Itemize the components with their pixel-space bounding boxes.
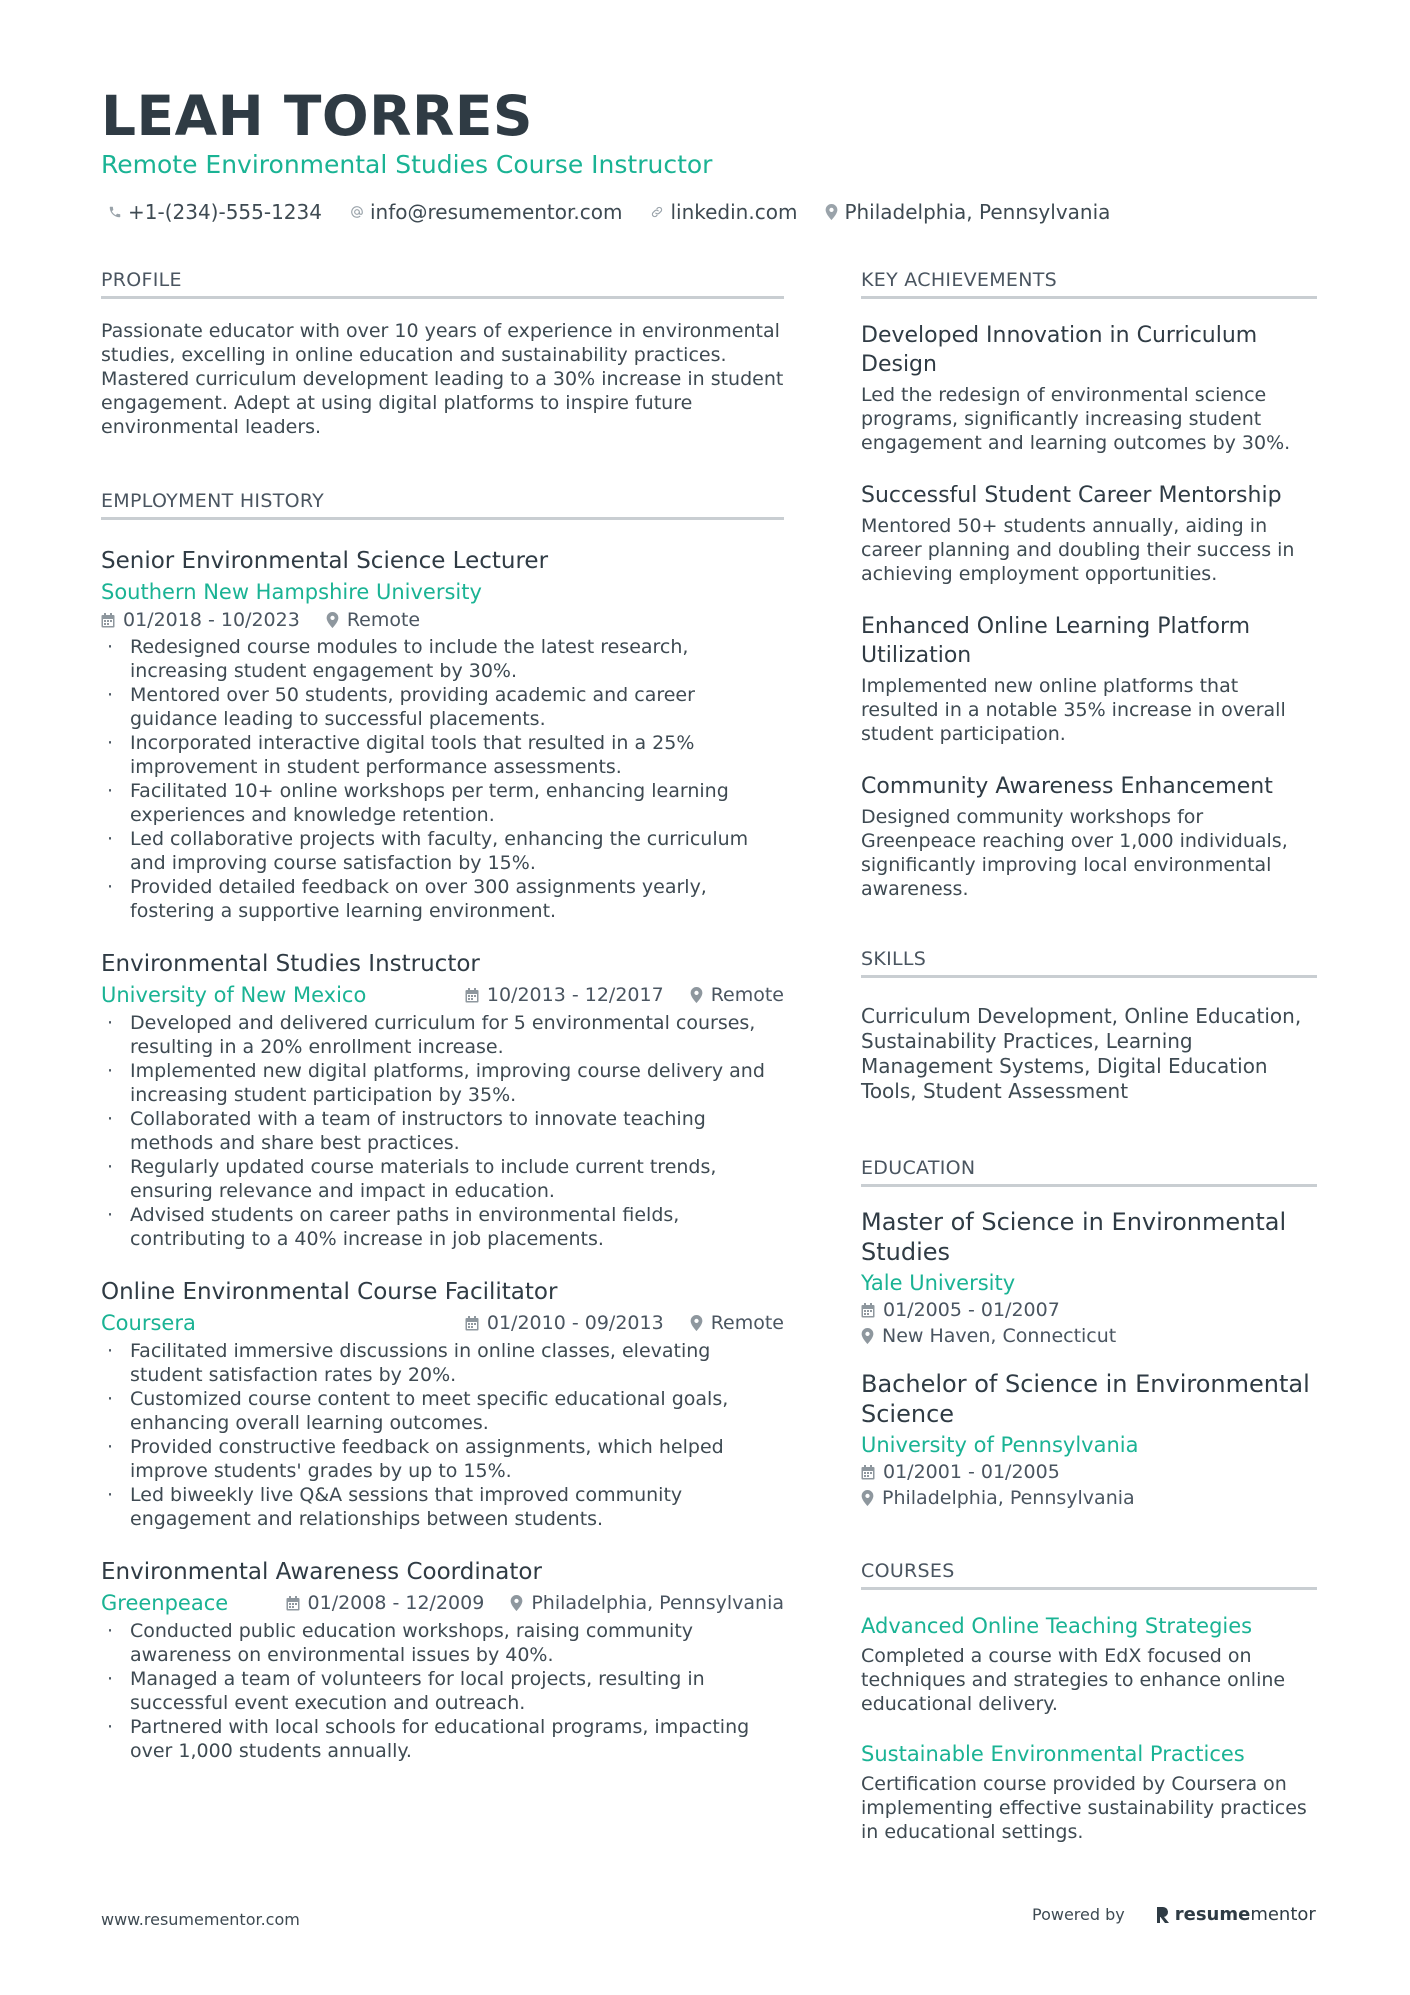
list-item: · Incorporated interactive digital tools that resulted in a 25% improvement in student performance assessments.	[101, 731, 784, 779]
at-icon	[350, 205, 364, 219]
achievement-title: Developed Innovation in Curriculum Design	[861, 323, 1258, 377]
job-entry-company: University of New Mexico	[101, 983, 367, 1007]
job-location-text: Remote	[710, 984, 784, 1006]
job-location	[510, 1590, 784, 1616]
course-text: Certification course provided by Coursera on implementing effective sustainability practices in educational settings.	[861, 1773, 1307, 1843]
achievement-text: Designed community workshops for Greenpeace reaching over 1,000 individuals, significantly improving local environmental awareness.	[861, 806, 1288, 900]
achievement-item	[861, 772, 1317, 901]
profile-heading: PROFILE	[101, 268, 784, 299]
job-entry	[101, 949, 784, 1251]
job-entry-meta	[465, 1310, 784, 1336]
linkedin-text: linkedin.com	[670, 200, 798, 224]
job-entry-subrow	[101, 1589, 784, 1617]
job-dates	[465, 1310, 664, 1336]
job-dates	[286, 1590, 485, 1616]
education-location-text: Philadelphia, Pennsylvania	[882, 1487, 1135, 1509]
achievement-title: Enhanced Online Learning Platform Utilization	[861, 614, 1251, 668]
education-school: University of Pennsylvania	[861, 1433, 1139, 1457]
list-item: · Provided constructive feedback on assignments, which helped improve students' grades by up to 15%.	[101, 1435, 784, 1483]
job-dates-text: 01/2008 - 12/2009	[307, 1592, 485, 1614]
location-pin-icon	[326, 612, 339, 628]
link-icon	[650, 205, 664, 219]
job-entry-subrow	[101, 1309, 784, 1337]
job-location-text: Remote	[346, 609, 421, 631]
list-item: · Customized course content to meet specific educational goals, enhancing overall learning outcomes.	[101, 1387, 784, 1435]
achievement-title: Community Awareness Enhancement	[861, 774, 1273, 799]
job-entry	[101, 546, 784, 923]
job-dates	[101, 607, 300, 633]
calendar-icon	[286, 1596, 300, 1611]
list-item: · Facilitated 10+ online workshops per term, enhancing learning experiences and knowledge retention.	[101, 779, 784, 827]
right-column	[861, 268, 1317, 1844]
job-entry-company: Coursera	[101, 1311, 196, 1335]
course-item	[861, 1740, 1317, 1844]
job-location	[690, 982, 784, 1008]
job-entry	[101, 1557, 784, 1763]
list-item: · Redesigned course modules to include the latest research, increasing student engagement by 30%.	[101, 635, 784, 683]
location-pin-icon	[510, 1595, 523, 1611]
job-entry-title: Environmental Studies Instructor	[101, 951, 480, 977]
resumementor-logo[interactable]	[1155, 1904, 1316, 1925]
course-item	[861, 1612, 1317, 1716]
phone-icon	[108, 205, 122, 219]
job-entry-title: Senior Environmental Science Lecturer	[101, 548, 549, 574]
achievement-item	[861, 481, 1317, 586]
education-item	[861, 1207, 1317, 1349]
calendar-icon	[861, 1303, 875, 1318]
job-bullets	[101, 635, 784, 923]
list-item: · Collaborated with a team of instructors to innovate teaching methods and share best practices.	[101, 1107, 784, 1155]
calendar-icon	[101, 613, 115, 628]
job-entry-subrow	[101, 981, 784, 1009]
achievements-heading: KEY ACHIEVEMENTS	[861, 268, 1317, 299]
location-pin-icon	[861, 1328, 874, 1344]
job-bullets	[101, 1339, 784, 1531]
job-title: Remote Environmental Studies Course Instructor	[101, 150, 713, 179]
course-text: Completed a course with EdX focused on techniques and strategies to enhance online educational delivery.	[861, 1645, 1286, 1715]
job-location	[690, 1310, 784, 1336]
education-location	[861, 1485, 1317, 1511]
education-dates-text: 01/2001 - 01/2005	[883, 1461, 1060, 1483]
job-dates-text: 01/2018 - 10/2023	[123, 609, 300, 631]
list-item: · Advised students on career paths in environmental fields, contributing to a 40% increase in job placements.	[101, 1203, 784, 1251]
contact-bar	[108, 199, 1138, 225]
job-entry	[101, 1277, 784, 1531]
education-dates	[861, 1459, 1317, 1485]
resumementor-logo-icon	[1155, 1905, 1171, 1925]
contact-linkedin	[650, 199, 797, 225]
phone-text: +1-(234)-555-1234	[128, 200, 322, 224]
education-dates-text: 01/2005 - 01/2007	[883, 1299, 1060, 1321]
contact-email	[350, 199, 622, 225]
job-dates	[465, 982, 664, 1008]
location-pin-icon	[690, 987, 703, 1003]
job-entry-company: Southern New Hampshire University	[101, 580, 482, 604]
job-entry-title: Environmental Awareness Coordinator	[101, 1559, 542, 1585]
location-pin-icon	[825, 204, 838, 220]
job-dates-text: 10/2013 - 12/2017	[486, 984, 664, 1006]
list-item: · Led biweekly live Q&A sessions that improved community engagement and relationships between students.	[101, 1483, 784, 1531]
calendar-icon	[861, 1465, 875, 1480]
list-item: · Led collaborative projects with faculty, enhancing the curriculum and improving course satisfaction by 15%.	[101, 827, 784, 875]
list-item: · Managed a team of volunteers for local projects, resulting in successful event execution and outreach.	[101, 1667, 784, 1715]
skills-heading: SKILLS	[861, 947, 1317, 978]
job-entry-company: Greenpeace	[101, 1591, 229, 1615]
list-item: · Developed and delivered curriculum for 5 environmental courses, resulting in a 20% enrollment increase.	[101, 1011, 784, 1059]
job-bullets	[101, 1011, 784, 1251]
course-title: Advanced Online Teaching Strategies	[861, 1614, 1253, 1638]
education-location-text: New Haven, Connecticut	[882, 1325, 1117, 1347]
email-text: info@resumementor.com	[369, 200, 623, 224]
location-pin-icon	[861, 1490, 874, 1506]
list-item: · Implemented new digital platforms, improving course delivery and increasing student participation by 35%.	[101, 1059, 784, 1107]
job-location	[326, 607, 420, 633]
contact-phone	[108, 199, 322, 225]
calendar-icon	[465, 1316, 479, 1331]
candidate-name: LEAH TORRES	[101, 84, 534, 148]
achievement-item	[861, 321, 1317, 455]
location-text: Philadelphia, Pennsylvania	[844, 200, 1111, 224]
achievement-item	[861, 612, 1317, 746]
list-item: · Mentored over 50 students, providing academic and career guidance leading to successful placements.	[101, 683, 784, 731]
education-dates	[861, 1297, 1317, 1323]
job-location-text: Remote	[710, 1312, 784, 1334]
education-location	[861, 1323, 1317, 1349]
powered-by-label: Powered by	[1032, 1905, 1125, 1924]
profile-text: Passionate educator with over 10 years of experience in environmental studies, excelling in online education and sustainability practices. Mastered curriculum development leading to a 30% increase in student engagement. Adept at using digital platforms to inspire future environmental leaders.	[101, 320, 784, 438]
education-degree: Master of Science in Environmental Studies	[861, 1208, 1287, 1266]
education-degree: Bachelor of Science in Environmental Science	[861, 1370, 1310, 1428]
employment-heading: EMPLOYMENT HISTORY	[101, 489, 784, 520]
job-bullets	[101, 1619, 784, 1763]
footer-website[interactable]: www.resumementor.com	[101, 1910, 300, 1929]
list-item: · Provided detailed feedback on over 300 assignments yearly, fostering a supportive learning environment.	[101, 875, 784, 923]
job-entry-meta	[465, 982, 784, 1008]
job-location-text: Philadelphia, Pennsylvania	[531, 1592, 784, 1614]
job-entry-meta	[286, 1590, 784, 1616]
education-item	[861, 1369, 1317, 1511]
calendar-icon	[465, 988, 479, 1003]
job-entry-meta	[101, 607, 784, 633]
skills-text: Curriculum Development, Online Education, Sustainability Practices, Learning Management Systems, Digital Education Tools, Student Assessment	[861, 1004, 1302, 1103]
list-item: · Regularly updated course materials to include current trends, ensuring relevance and impact in education.	[101, 1155, 784, 1203]
achievement-text: Mentored 50+ students annually, aiding in career planning and doubling their success in achieving employment opportunities.	[861, 515, 1295, 585]
achievement-text: Led the redesign of environmental science programs, significantly increasing student engagement and learning outcomes by 30%.	[861, 384, 1291, 454]
education-school: Yale University	[861, 1271, 1016, 1295]
contact-location	[825, 199, 1110, 225]
footer-branding	[1032, 1904, 1316, 1925]
job-dates-text: 01/2010 - 09/2013	[486, 1312, 664, 1334]
brand-bold: resume	[1174, 1904, 1251, 1925]
courses-heading: COURSES	[861, 1559, 1317, 1590]
list-item: · Partnered with local schools for educational programs, impacting over 1,000 students annually.	[101, 1715, 784, 1763]
job-entry-title: Online Environmental Course Facilitator	[101, 1279, 558, 1305]
list-item: · Conducted public education workshops, raising community awareness on environmental issues by 40%.	[101, 1619, 784, 1667]
achievement-text: Implemented new online platforms that resulted in a notable 35% increase in overall student participation.	[861, 675, 1286, 745]
education-heading: EDUCATION	[861, 1156, 1317, 1187]
achievement-title: Successful Student Career Mentorship	[861, 483, 1282, 508]
list-item: · Facilitated immersive discussions in online classes, elevating student satisfaction rates by 20%.	[101, 1339, 784, 1387]
location-pin-icon	[690, 1315, 703, 1331]
brand-light: mentor	[1250, 1904, 1316, 1925]
course-title: Sustainable Environmental Practices	[861, 1742, 1245, 1766]
left-column	[101, 268, 784, 1763]
